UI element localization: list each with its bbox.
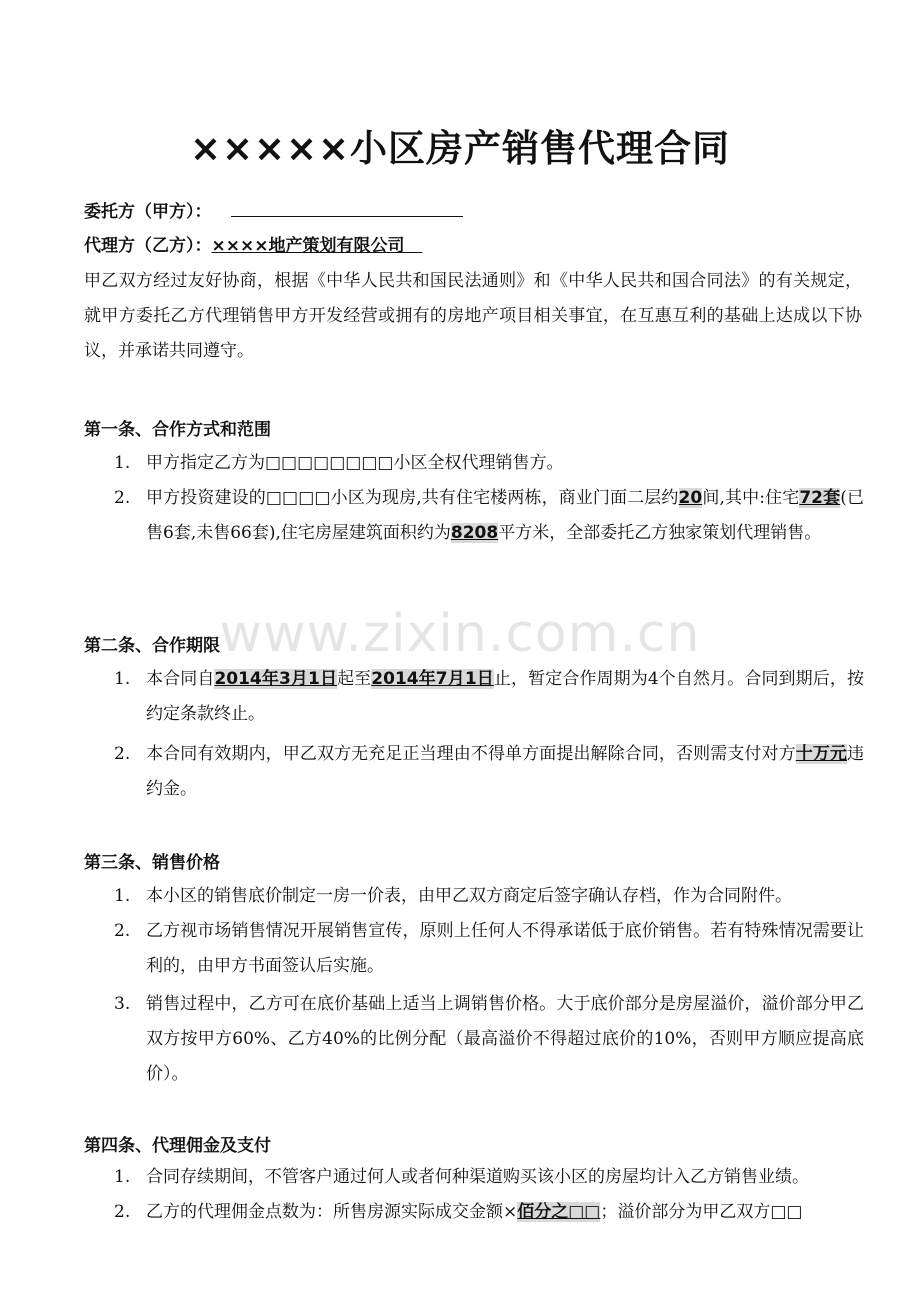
party-a-label: 委托方（甲方）： bbox=[84, 202, 212, 222]
list-item bbox=[114, 1160, 864, 1195]
party-a-line bbox=[84, 194, 463, 229]
list-item bbox=[114, 481, 864, 551]
item-text: 本小区的销售底价制定一房一价表，由甲乙双方商定后签字确认存档，作为合同附件。 bbox=[146, 886, 792, 906]
item-number: 2. bbox=[114, 488, 131, 508]
watermark: www.zixin.com.cn bbox=[219, 604, 701, 664]
highlight-penalty: 十万元 bbox=[795, 744, 848, 764]
item-text: 乙方视市场销售情况开展销售宣传，原则上任何人不得承诺低于底价销售。若有特殊情况需要让利的，由甲方书面签认后实施。 bbox=[146, 921, 864, 976]
item-text: 甲方指定乙方为□□□□□□□□小区全权代理销售方。 bbox=[146, 453, 564, 473]
item-text: 乙方的代理佣金点数为：所售房源实际成交金额×佰分之□□；溢价部分为甲乙双方□□ bbox=[146, 1202, 803, 1222]
item-number: 1. bbox=[114, 886, 131, 906]
item-text: 本合同自2014年3月1日起至2014年7月1日止，暂定合作周期为4个自然月。合同到期后，按约定条款终止。 bbox=[146, 669, 864, 724]
item-text: 合同存续期间，不管客户通过何人或者何种渠道购买该小区的房屋均计入乙方销售业绩。 bbox=[146, 1167, 809, 1187]
article3-heading: 第三条、销售价格 bbox=[84, 853, 220, 873]
intro-paragraph: 甲乙双方经过友好协商，根据《中华人民共和国民法通则》和《中华人民共和国合同法》的有关规定，就甲方委托乙方代理销售甲方开发经营或拥有的房地产项目相关事宜，在互惠互利的基础上达成以下协议，并承诺共同遵守。 bbox=[84, 271, 862, 361]
list-item bbox=[114, 737, 864, 807]
highlight-start-date: 2014年3月1日 bbox=[214, 669, 338, 689]
party-b-name: ××××地产策划有限公司 bbox=[211, 236, 405, 256]
contract-title: ×××××小区房产销售代理合同 bbox=[189, 127, 730, 170]
highlight-shop-count: 20 bbox=[678, 488, 703, 508]
list-item bbox=[114, 662, 864, 732]
article1-heading: 第一条、合作方式和范围 bbox=[84, 420, 271, 440]
party-a-blank bbox=[231, 194, 463, 217]
item-number: 3. bbox=[114, 994, 131, 1014]
item-text: 本合同有效期内，甲乙双方无充足正当理由不得单方面提出解除合同，否则需支付对方十万元违约金。 bbox=[146, 744, 865, 799]
highlight-commission-rate: 佰分之□□ bbox=[517, 1202, 601, 1222]
list-item bbox=[114, 446, 864, 481]
item-text: 销售过程中，乙方可在底价基础上适当上调销售价格。大于底价部分是房屋溢价，溢价部分甲乙双方按甲方60%、乙方40%的比例分配（最高溢价不得超过底价的10%，否则甲方顺应提高底价）。 bbox=[146, 994, 864, 1084]
item-number: 1. bbox=[114, 669, 131, 689]
list-item bbox=[114, 987, 864, 1092]
list-item bbox=[114, 1195, 864, 1230]
list-item bbox=[114, 914, 864, 984]
item-number: 1. bbox=[114, 1167, 131, 1187]
highlight-end-date: 2014年7月1日 bbox=[371, 669, 494, 689]
item-text: 甲方投资建设的□□□□小区为现房,共有住宅楼两栋，商业门面二层约20间,其中:住宅72套(已售6套,未售66套),住宅房屋建筑面积约为8208平方米，全部委托乙方独家策划代理销售。 bbox=[146, 488, 864, 543]
party-b-line bbox=[84, 229, 422, 263]
highlight-residence-count: 72套 bbox=[799, 488, 841, 508]
article4-heading: 第四条、代理佣金及支付 bbox=[84, 1136, 271, 1156]
item-number: 2. bbox=[114, 1202, 131, 1222]
item-number: 1. bbox=[114, 453, 131, 473]
item-number: 2. bbox=[114, 921, 131, 941]
article2-heading: 第二条、合作期限 bbox=[84, 636, 220, 656]
list-item bbox=[114, 879, 864, 914]
party-b-label: 代理方（乙方）： bbox=[84, 236, 212, 256]
item-number: 2. bbox=[114, 744, 131, 764]
highlight-area: 8208 bbox=[450, 523, 499, 543]
